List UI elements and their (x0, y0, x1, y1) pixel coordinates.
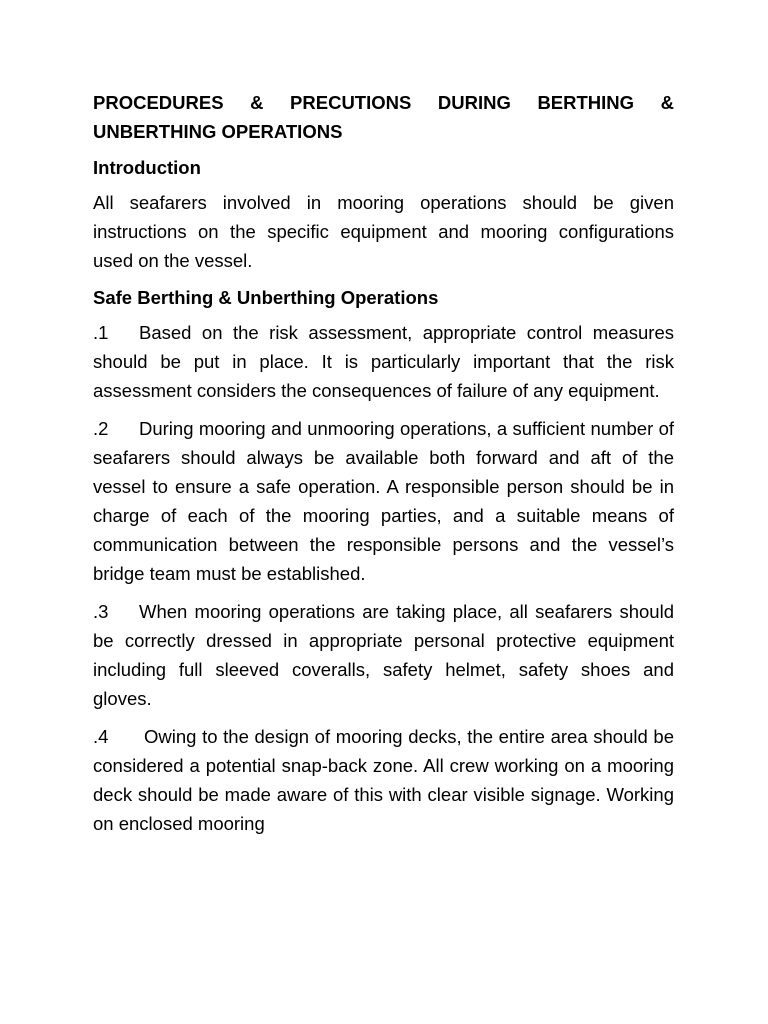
paragraph-text: Owing to the design of mooring decks, the entire area should be considered a potential snap-back zone. All crew working on a mooring deck should be made aware of this with clear visible signage. Working on enclosed mooring (93, 726, 674, 834)
paragraph-number: .2 (93, 418, 109, 439)
paragraph-text: During mooring and unmooring operations, a sufficient number of seafarers should always be available both forward and aft of the vessel to ensure a safe operation. A responsible person should be in charge of each of the mooring parties, and a suitable means of communication between the responsible persons and the vessel’s bridge team must be established. (93, 418, 674, 584)
numbered-paragraph-4 (93, 722, 674, 838)
paragraph-number: .1 (93, 322, 109, 343)
document-page (93, 88, 674, 847)
numbered-paragraph-2 (93, 414, 674, 588)
section-heading-safe-berthing: Safe Berthing & Unberthing Operations (93, 287, 439, 308)
section-heading-introduction: Introduction (93, 157, 201, 178)
paragraph-text: When mooring operations are taking place, all seafarers should be correctly dressed in appropriate personal protective equipment including full sleeved coveralls, safety helmet, safety shoes and gloves. (93, 601, 674, 709)
numbered-paragraph-3 (93, 597, 674, 713)
document-title: PROCEDURES & PRECUTIONS DURING BERTHING & UNBERTHING OPERATIONS (93, 92, 674, 142)
paragraph-number: .3 (93, 601, 109, 622)
introduction-paragraph: All seafarers involved in mooring operations should be given instructions on the specific equipment and mooring configurations used on the vessel. (93, 192, 674, 271)
numbered-paragraph-1 (93, 318, 674, 405)
paragraph-text: Based on the risk assessment, appropriate control measures should be put in place. It is particularly important that the risk assessment considers the consequences of failure of any equipment. (93, 322, 674, 401)
paragraph-number: .4 (93, 726, 109, 747)
